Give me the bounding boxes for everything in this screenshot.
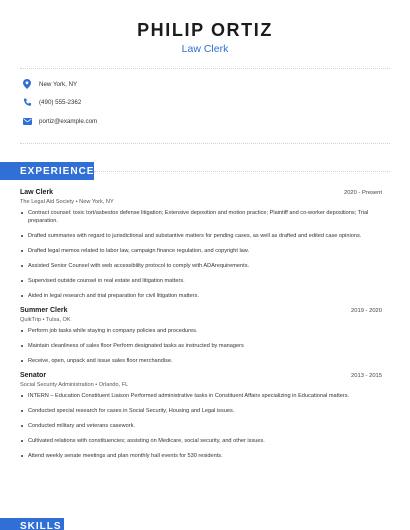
email-icon [22, 116, 32, 126]
bullet-item: Drafted legal memos related to labor law, campaign finance regulation, and copyright law. [20, 247, 382, 255]
contact-location-text: New York, NY [39, 80, 78, 88]
bullet-item: Cultivated relations with constituencies; assisting on Medicare, social security, and other issues. [20, 437, 382, 445]
bullet-item: Drafted summaries with regard to jurisdictional and substantive matters for pending cases, as well as drafted and edited case opinions. [20, 232, 382, 240]
bullet-item: Aided in legal research and trial preparation for civil litigation matters. [20, 292, 382, 300]
bullet-item: INTERN – Education Constituent Liaison Performed administrative tasks in Constituent Affairs specializing in Educational matters. [20, 392, 382, 400]
job-title: Summer Clerk [20, 307, 68, 314]
job-bullets [20, 392, 382, 460]
bullet-item: Conducted special research for cases in Social Security, Housing and Legal issues. [20, 407, 382, 415]
job-bullets [20, 209, 382, 300]
job-entry [20, 307, 382, 365]
section-divider [94, 171, 390, 172]
contact-email [22, 112, 410, 131]
contact-list [0, 69, 410, 131]
bullet-item: Supervised outside counsel in real estate and litigation matters. [20, 277, 382, 285]
job-entry [20, 372, 382, 460]
phone-icon [22, 98, 32, 108]
candidate-role: Law Clerk [181, 43, 229, 55]
section-heading-skills: SKILLS [0, 518, 64, 530]
job-title: Law Clerk [20, 189, 54, 196]
candidate-name: PHILIP ORTIZ [137, 20, 273, 40]
divider [20, 143, 390, 144]
resume-header [0, 0, 410, 55]
bullet-item: Conducted military and veterans casework. [20, 422, 382, 430]
job-dates: 2020 - Present [343, 190, 382, 196]
contact-email-text: portiz@example.com [39, 117, 98, 125]
job-organization: Social Security Administration • Orlando, FL [20, 382, 129, 388]
bullet-item: Attend weekly senate meetings and plan monthly hall events for 530 residents. [20, 452, 382, 460]
job-organization: The Legal Aid Society • New York, NY [20, 199, 114, 205]
job-dates: 2019 - 2020 [351, 308, 382, 314]
bullet-item: Maintain cleanliness of sales floor Perform designated tasks as instructed by managers [20, 342, 382, 350]
job-organization: QuikTrip • Tulsa, OK [20, 317, 71, 323]
location-pin-icon [22, 79, 32, 89]
job-title: Senator [20, 372, 47, 379]
job-entry [20, 189, 382, 300]
experience-list [20, 189, 382, 467]
contact-phone-text: (490) 555-2362 [39, 99, 82, 107]
job-dates: 2013 - 2015 [351, 373, 382, 379]
section-heading-experience: EXPERIENCE [0, 162, 94, 180]
contact-phone [22, 94, 410, 113]
bullet-item: Contract counsel: toxic tort/asbestos defense litigation; Extensive deposition and motion practice; Plaintiff and co-worker depositions; Trial preparation. [20, 209, 382, 225]
job-bullets [20, 327, 382, 365]
bullet-item: Assisted Senior Counsel with web accessibility protocol to comply with ADArequirements. [20, 262, 382, 270]
contact-location [22, 75, 410, 94]
bullet-item: Perform job tasks while staying in company policies and procedures. [20, 327, 382, 335]
bullet-item: Receive, open, unpack and issue sales floor merchandise. [20, 357, 382, 365]
